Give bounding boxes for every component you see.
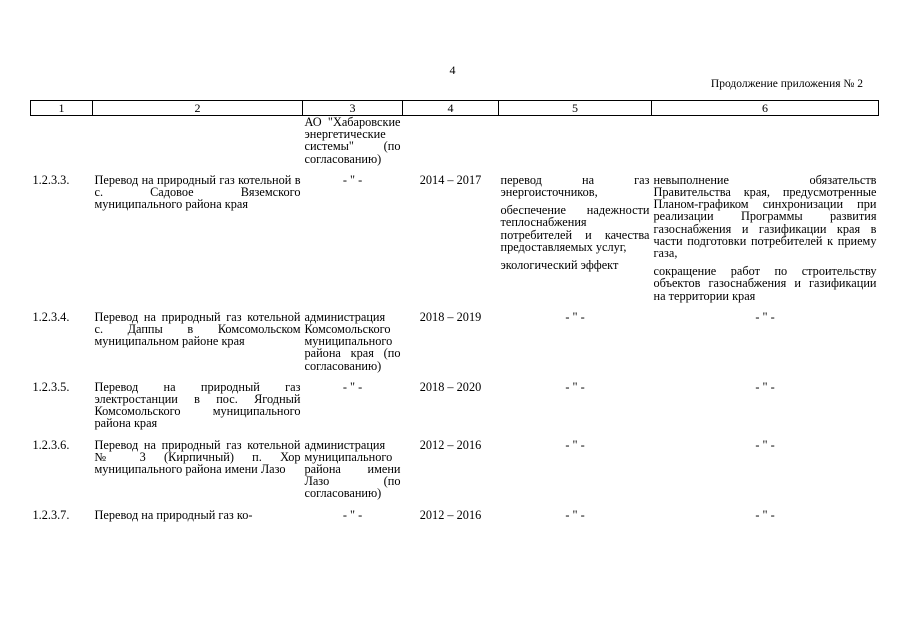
responsible-party: администрация муниципального района имени Лазо (по согласованию) [304, 437, 401, 501]
risk-item: невыполнение обязательств Правительства края, предусмотренные Планом-графиком синхронизации при реализации Программы развития газоснабжения и газификации края в части подготовки потребителей к приему газа, [653, 172, 877, 261]
expected-results [499, 439, 652, 509]
column-header: 5 [499, 101, 652, 116]
table-row [31, 311, 879, 381]
column-header: 1 [31, 101, 93, 116]
table-row [31, 381, 879, 439]
column-header: 3 [303, 101, 403, 116]
result-item: обеспечение надежности теплоснабжения потребителей и качества предоставляемых услуг, [500, 203, 650, 254]
risk-item: сокращение работ по строительству объектов газоснабжения и газификации на территории края [653, 264, 877, 303]
expected-results [499, 116, 652, 174]
column-header: 2 [93, 101, 303, 116]
responsible-party: администрация Комсомольского муниципального района края (по согласованию) [304, 309, 401, 373]
responsible-party: - " - [342, 379, 363, 394]
table-row [31, 439, 879, 509]
row-number: 1.2.3.4. [32, 309, 70, 324]
result-item: - " - [565, 309, 585, 324]
implementation-period: 2018 – 2020 [419, 379, 482, 394]
result-item: - " - [565, 379, 585, 394]
appendix-note: Продолжение приложения № 2 [710, 78, 863, 90]
implementation-period: 2012 – 2016 [419, 437, 482, 452]
table-header-row [31, 101, 879, 116]
responsible-party: АО "Хабаровские энергетические системы" (по согласованию) [304, 115, 401, 166]
implementation-period: 2014 – 2017 [419, 172, 482, 187]
row-number: 1.2.3.3. [32, 172, 70, 187]
measure-name [93, 116, 303, 174]
measure-name: Перевод на природный газ электростанции в пос. Ягодный Комсомольского муниципального района края [94, 379, 301, 431]
risk-item: - " - [755, 309, 775, 324]
risks [652, 311, 879, 381]
table-body [31, 116, 879, 530]
row-number: 1.2.3.6. [32, 437, 70, 452]
implementation-period [403, 116, 499, 174]
implementation-period: 2018 – 2019 [419, 309, 482, 324]
risk-item: - " - [755, 507, 775, 522]
row-number: 1.2.3.7. [32, 507, 70, 522]
risks [652, 381, 879, 439]
table-row [31, 116, 879, 174]
result-item: перевод на газ энергоисточников, [500, 172, 650, 200]
expected-results [499, 174, 652, 311]
measure-name: Перевод на природный газ котельной с. Даппы в Комсомольском муниципальном районе края [94, 309, 301, 349]
column-header: 6 [652, 101, 879, 116]
measure-name: Перевод на природный газ котельной в с. Садовое Вяземского муниципального района края [94, 172, 301, 212]
measure-name: Перевод на природный газ ко- [94, 507, 253, 522]
risks [652, 174, 879, 311]
table-row [31, 509, 879, 530]
expected-results [499, 381, 652, 439]
column-header: 4 [403, 101, 499, 116]
result-item: - " - [565, 507, 585, 522]
row-number: 1.2.3.5. [32, 379, 70, 394]
table-row [31, 174, 879, 311]
expected-results [499, 509, 652, 530]
expected-results [499, 311, 652, 381]
implementation-period: 2012 – 2016 [419, 507, 482, 522]
risk-item: - " - [755, 437, 775, 452]
responsible-party: - " - [342, 172, 363, 187]
measures-table [30, 100, 879, 530]
risk-item: - " - [755, 379, 775, 394]
row-number [31, 116, 93, 174]
result-item: экологический эффект [500, 258, 619, 273]
risks [652, 116, 879, 174]
result-item: - " - [565, 437, 585, 452]
responsible-party: - " - [342, 507, 363, 522]
measure-name: Перевод на природный газ котельной № 3 (Кирпичный) п. Хор муниципального района имени Лазо [94, 437, 301, 477]
risks [652, 509, 879, 530]
page-number: 4 [449, 63, 456, 77]
risks [652, 439, 879, 509]
